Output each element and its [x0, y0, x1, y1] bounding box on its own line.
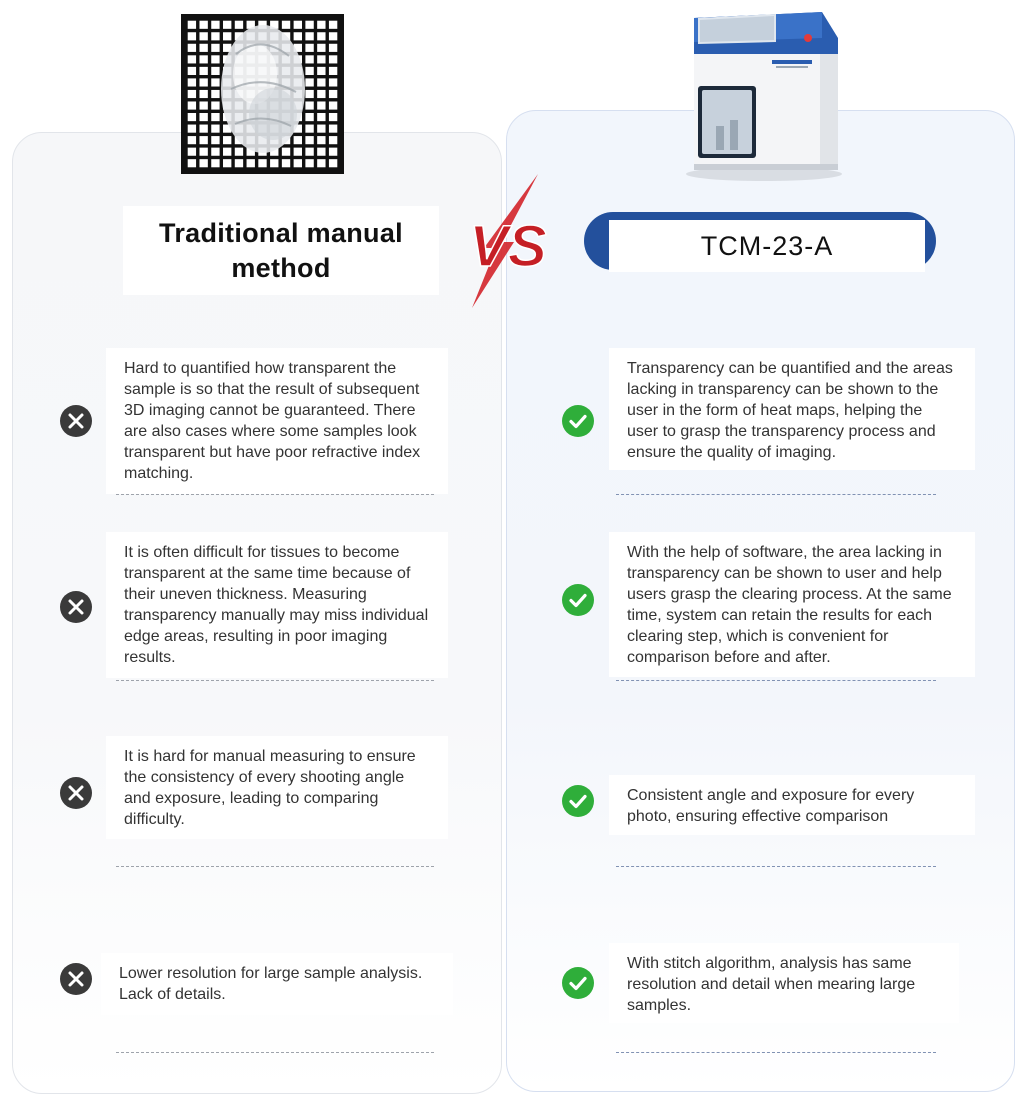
tcm-item-1: Transparency can be quantified and the areas lacking in transparency can be shown to the user in the form of heat maps, helping the user to grasp the transparency process and ensure the quality of imaging. — [609, 348, 975, 470]
divider — [116, 680, 434, 681]
divider — [616, 494, 936, 495]
divider — [116, 494, 434, 495]
cross-circle-icon — [60, 963, 92, 995]
traditional-item-2: It is often difficult for tissues to become transparent at the same time because of their uneven thickness. Measuring transparency manually may miss individual edge areas, resulting in poor imaging results. — [106, 532, 448, 678]
cross-circle-icon — [60, 777, 92, 809]
vs-label: VS — [469, 214, 547, 279]
cross-circle-icon — [60, 591, 92, 623]
divider — [116, 1052, 434, 1053]
traditional-item-4: Lower resolution for large sample analysis. Lack of details. — [101, 953, 453, 1015]
traditional-item-3: It is hard for manual measuring to ensure the consistency of every shooting angle and exposure, leading to comparing difficulty. — [106, 736, 448, 839]
cross-circle-icon — [60, 405, 92, 437]
tcm-23-a-device-image — [672, 8, 852, 184]
check-circle-icon — [562, 584, 594, 616]
vs-mark — [458, 170, 558, 310]
divider — [616, 866, 936, 867]
divider — [616, 680, 936, 681]
check-circle-icon — [562, 405, 594, 437]
check-circle-icon — [562, 967, 594, 999]
tcm-item-2: With the help of software, the area lacking in transparency can be shown to user and help users grasp the clearing process. At the same time, system can retain the results for each clearing step, which is convenient for comparison before and after. — [609, 532, 975, 677]
divider — [616, 1052, 936, 1053]
tcm-title: TCM-23-A — [609, 220, 925, 272]
traditional-method-title: Traditional manual method — [123, 206, 439, 295]
tcm-item-4: With stitch algorithm, analysis has same resolution and detail when mearing large samples. — [609, 943, 959, 1023]
check-circle-icon — [562, 785, 594, 817]
divider — [116, 866, 434, 867]
traditional-item-1: Hard to quantified how transparent the sample is so that the result of subsequent 3D imaging cannot be guaranteed. There are also cases where some samples look transparent but have poor refractive index matching. — [106, 348, 448, 494]
tcm-item-3: Consistent angle and exposure for every photo, ensuring effective comparison — [609, 775, 975, 835]
cleared-tissue-sample-image — [181, 14, 344, 174]
